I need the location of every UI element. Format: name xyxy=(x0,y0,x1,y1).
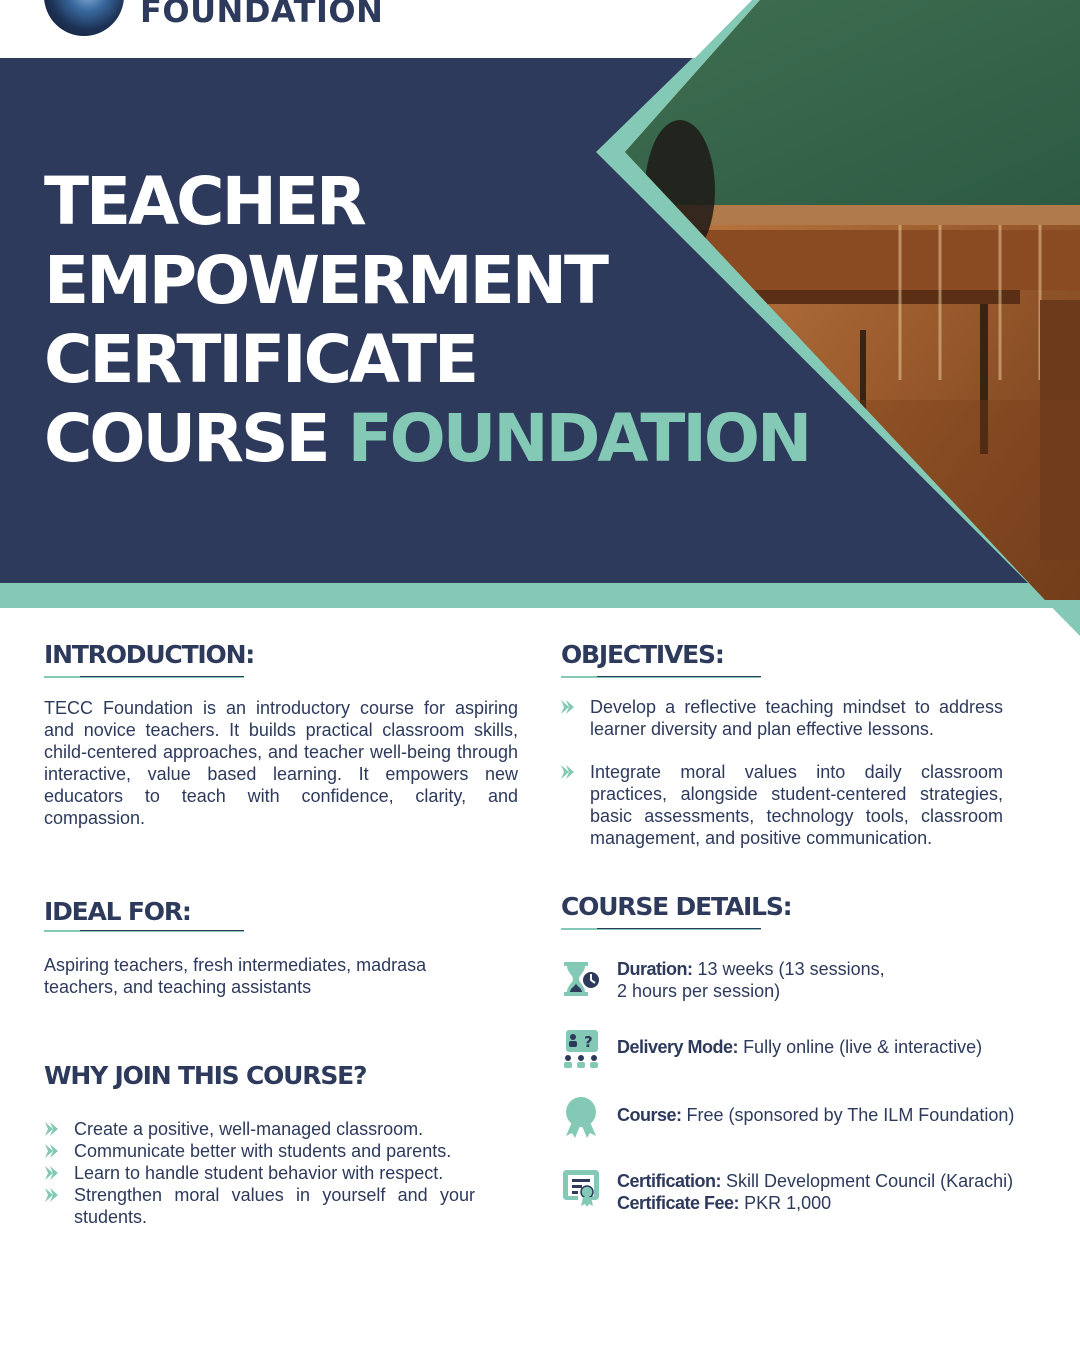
objective-text: Integrate moral values into daily classroom practices, alongside student-centered strategies, basic assessments, technology tools, classroom management, and positive communication. xyxy=(590,762,1003,848)
teal-stripe xyxy=(0,583,1080,608)
chevron-right-icon xyxy=(44,1143,60,1159)
list-item xyxy=(44,1140,475,1162)
award-ribbon-icon xyxy=(560,1096,602,1138)
list-item xyxy=(44,1118,475,1140)
ideal-for-underline xyxy=(44,930,244,932)
why-join-text: Communicate better with students and parents. xyxy=(74,1141,452,1161)
why-join-text: Learn to handle student behavior with respect. xyxy=(74,1163,444,1183)
chevron-right-icon xyxy=(44,1121,60,1137)
list-item xyxy=(44,1184,475,1228)
chevron-right-icon xyxy=(560,699,576,715)
certificate-fee-value: PKR 1,000 xyxy=(744,1193,832,1213)
detail-certification xyxy=(560,1166,1040,1214)
duration-text xyxy=(617,958,885,1002)
objectives-list xyxy=(560,696,1003,870)
detail-delivery-mode xyxy=(560,1028,1040,1070)
certificate-fee-line xyxy=(617,1192,1013,1214)
chevron-right-icon xyxy=(44,1165,60,1181)
course-value: Free (sponsored by The ILM Foundation) xyxy=(686,1105,1015,1125)
delivery-text xyxy=(617,1036,982,1058)
hero-title xyxy=(44,162,809,478)
introduction-text: TECC Foundation is an introductory course for aspiring and novice teachers. It builds practical classroom skills, child-centered approaches, and teacher well-being through interactive, value based learning. It empowers new educators to teach with confidence, clarity, and compassion. xyxy=(44,698,518,828)
course-details-underline xyxy=(561,928,761,930)
objectives-underline xyxy=(561,676,761,678)
hero-title-accent: FOUNDATION xyxy=(347,400,810,477)
certification-value: Skill Development Council (Karachi) xyxy=(726,1171,1014,1191)
hero-title-course: COURSE xyxy=(44,400,328,477)
duration-label: Duration: xyxy=(617,959,693,979)
certificate-fee-label: Certificate Fee: xyxy=(617,1193,740,1213)
course-label: Course: xyxy=(617,1105,682,1125)
list-item xyxy=(560,696,1003,740)
certification-line xyxy=(617,1170,1013,1192)
course-details-heading: COURSE DETAILS: xyxy=(561,892,792,921)
detail-course-fee xyxy=(560,1096,1040,1140)
why-join-text: Strengthen moral values in yourself and your students. xyxy=(74,1185,475,1227)
why-join-text: Create a positive, well-managed classroom. xyxy=(74,1119,424,1139)
why-join-heading: WHY JOIN THIS COURSE? xyxy=(44,1061,367,1090)
duration-line-1 xyxy=(617,958,885,980)
delivery-label: Delivery Mode: xyxy=(617,1037,739,1057)
duration-value: 13 weeks (13 sessions, xyxy=(697,959,885,979)
online-class-icon xyxy=(560,1028,602,1070)
hourglass-clock-icon xyxy=(560,958,602,1000)
introduction-heading: INTRODUCTION: xyxy=(44,640,255,669)
detail-duration xyxy=(560,958,1040,1006)
chevron-right-icon xyxy=(560,764,576,780)
introduction-underline xyxy=(44,676,244,678)
objectives-heading: OBJECTIVES: xyxy=(561,640,724,669)
certification-label: Certification: xyxy=(617,1171,722,1191)
objective-text: Develop a reflective teaching mindset to address learner diversity and plan effective lessons. xyxy=(590,697,1003,739)
course-text xyxy=(617,1104,1014,1126)
list-item xyxy=(44,1162,475,1184)
logo-text: FOUNDATION xyxy=(140,0,384,30)
ideal-for-text: Aspiring teachers, fresh intermediates, madrasa teachers, and teaching assistants xyxy=(44,955,427,997)
hero-title-line-3: CERTIFICATE xyxy=(44,321,477,398)
delivery-value: Fully online (live & interactive) xyxy=(743,1037,983,1057)
list-item xyxy=(560,761,1003,849)
chevron-right-icon xyxy=(44,1187,60,1203)
hero-title-line-4 xyxy=(44,399,809,478)
hero-title-line-2: EMPOWERMENT xyxy=(44,242,606,319)
duration-line-2: 2 hours per session) xyxy=(617,981,781,1001)
why-join-list xyxy=(44,1118,475,1228)
certificate-icon xyxy=(560,1166,602,1208)
hero-title-line-1: TEACHER xyxy=(44,163,364,240)
ideal-for-heading: IDEAL FOR: xyxy=(44,897,191,926)
certification-text xyxy=(617,1170,1013,1214)
svg-text:?: ? xyxy=(584,1033,593,1051)
